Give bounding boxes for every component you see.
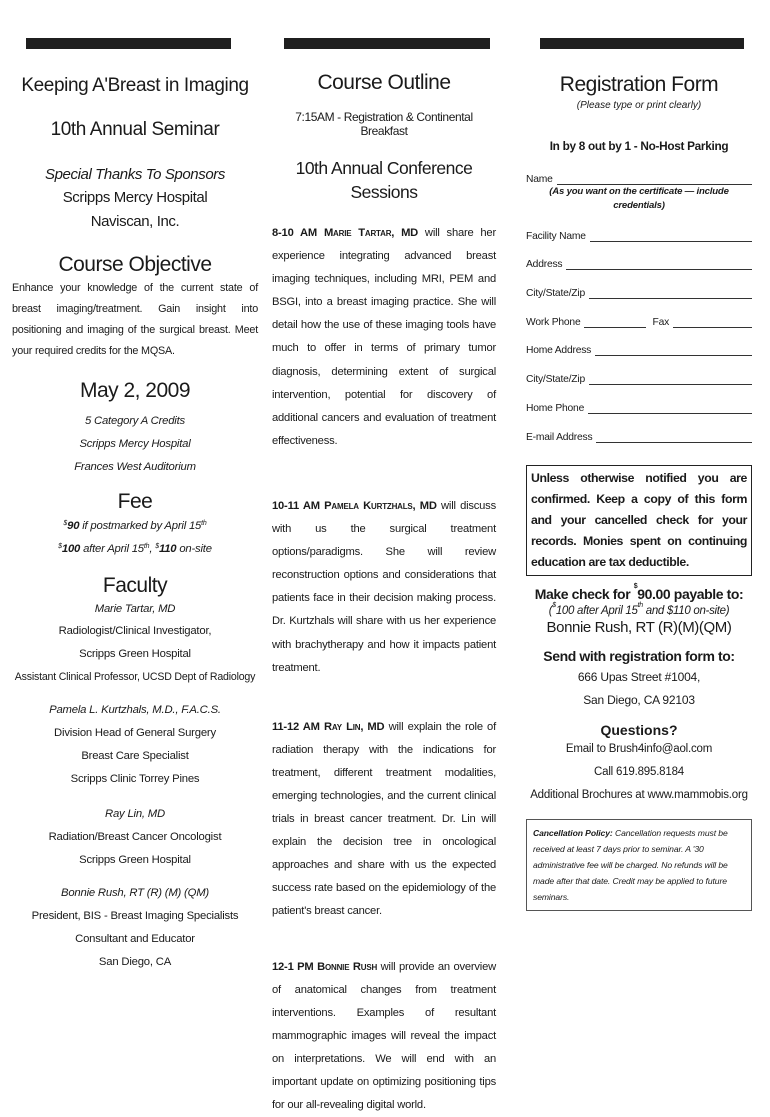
name-field-note: (As you want on the certificate — include credentials): [549, 186, 729, 211]
session-speaker: Pamela Kurtzhals, MD: [324, 499, 437, 512]
faculty-name: Ray Lin, MD: [105, 808, 165, 820]
session-description: will explain the role of radiation therapy with the indications for treatment, different treatment modalities, emerging technologies, and the current clinical trials in breast cancer treatment. Dr. Lin will explain the decision tree in oncological approaches and share with us the expected success rate based on the epidemiology of the patient's breast cancer.: [272, 720, 496, 918]
sponsor-2: Naviscan, Inc.: [90, 213, 180, 230]
registration-time: 7:15AM - Registration & Continental Breakfast: [295, 110, 473, 138]
session-speaker: Marie Tartar, MD: [323, 227, 419, 239]
registration-fields: [526, 165, 752, 443]
faculty-line: Consultant and Educator: [75, 933, 195, 945]
session-speaker: Bonnie Rush: [317, 960, 378, 973]
panel-seminar-info: [12, 62, 258, 974]
faculty-name: Bonnie Rush, RT (R) (M) (QM): [61, 887, 209, 899]
top-bar-right: [540, 38, 744, 49]
payee-name: Bonnie Rush, RT (R)(M)(QM): [546, 618, 732, 636]
contact-phone: Call 619.895.8184: [594, 765, 684, 778]
event-date: May 2, 2009: [79, 379, 191, 402]
faculty-name: Pamela L. Kurtzhals, M.D., F.A.C.S.: [49, 704, 221, 716]
sessions-heading: 10th Annual Conference Sessions: [295, 158, 473, 202]
facility-name-field[interactable]: Facility Name: [526, 213, 752, 242]
faculty-line: Division Head of General Surgery: [54, 727, 216, 739]
session-time: 12-1 PM: [272, 960, 314, 973]
session-description: will provide an overview of anatomical changes from treatment interventions. Examples of resultant mammographic images will reveal the impact on interpretations. We will end with an important update on optimizing positioning tips for our all-revealing digital world.: [272, 960, 496, 1112]
faculty-member: [12, 803, 258, 872]
session-time: 11-12 AM: [272, 720, 320, 733]
faculty-line: President, BIS - Breast Imaging Specialists: [31, 910, 239, 922]
panel-course-outline: [272, 62, 496, 1117]
check-alt-fees: ($100 after April 15th and $110 on-site): [548, 601, 730, 617]
objective-heading: Course Objective: [58, 253, 212, 276]
faculty-line: Radiation/Breast Cancer Oncologist: [48, 831, 222, 843]
form-heading: Registration Form: [559, 73, 719, 96]
session-item: [272, 495, 496, 680]
fee-heading: Fee: [117, 490, 153, 513]
seminar-edition: 10th Annual Seminar: [50, 119, 220, 140]
home-phone-field[interactable]: Home Phone: [526, 385, 752, 414]
session-description: will share her experience integrating advanced breast imaging techniques, including MRI, PEM and BSGI, into a breast imaging practice. She will detail how the use of these imaging tools have much to offer in terms of primary tumor diagnosis, determining extent of surgical intervention, potential for discovery of additional cancers and evaluation of treatment effectiveness.: [272, 227, 496, 447]
check-payable-line: Make check for $90.00 payable to:: [534, 582, 744, 602]
form-subheading: (Please type or print clearly): [576, 100, 702, 111]
sponsor-1: Scripps Mercy Hospital: [62, 189, 208, 206]
faculty-member: [12, 599, 258, 689]
panel-registration-form: [526, 62, 752, 911]
mailing-address-line: 666 Upas Street #1004,: [577, 669, 701, 684]
contact-email: Email to Brush4info@aol.com: [565, 742, 713, 755]
home-address-field[interactable]: Home Address: [526, 328, 752, 357]
objective-text: Enhance your knowledge of the current state of breast imaging/treatment. Gain insight into positioning and imaging of the surgical breast. Meet your required credits for the MQSA.: [12, 282, 258, 357]
send-heading: Send with registration form to:: [543, 647, 735, 664]
session-item: [272, 716, 496, 924]
faculty-line: San Diego, CA: [98, 956, 172, 968]
faculty-member: [12, 699, 258, 791]
event-credits: 5 Category A Credits: [84, 415, 186, 427]
work-phone-fax-field[interactable]: Work Phone Fax: [526, 299, 752, 328]
fee-late: $100 after April 15th, $110 on-site: [58, 543, 212, 555]
session-item: [272, 956, 496, 1117]
fee-early: $90 if postmarked by April 15th: [63, 520, 207, 532]
city-state-zip-field[interactable]: City/State/Zip: [526, 270, 752, 299]
faculty-heading: Faculty: [102, 574, 168, 597]
faculty-line: Scripps Green Hospital: [79, 648, 191, 660]
faculty-line: Scripps Green Hospital: [79, 854, 191, 866]
session-item: [272, 222, 496, 453]
faculty-line: Assistant Clinical Professor, UCSD Dept of Radiology: [14, 671, 256, 683]
parking-info: In by 8 out by 1 - No-Host Parking: [549, 139, 729, 153]
cancellation-policy: Cancellation Policy: Cancellation requests must be received at least 7 days prior to seminar. A '30 administrative fee will be charged. No refunds will be made after that date. Credit may be applied to future seminars.: [526, 819, 752, 911]
seminar-title: Keeping A'Breast in Imaging: [21, 75, 249, 96]
confirmation-notice: Unless otherwise notified you are confirmed. Keep a copy of this form and your cancelled check for your records. Monies spent on continuing education are tax deductible.: [526, 465, 752, 576]
faculty-line: Radiologist/Clinical Investigator,: [58, 625, 212, 637]
top-bar-left: [26, 38, 231, 49]
faculty-line: Breast Care Specialist: [81, 750, 189, 762]
email-field[interactable]: E-mail Address: [526, 414, 752, 443]
name-field[interactable]: Name: [526, 165, 752, 185]
outline-heading: Course Outline: [317, 71, 451, 94]
faculty-name: Marie Tartar, MD: [94, 603, 176, 615]
faculty-line: Scripps Clinic Torrey Pines: [70, 773, 200, 785]
questions-heading: Questions?: [600, 721, 678, 738]
session-time: 10-11 AM: [272, 499, 320, 512]
session-time: 8-10 AM: [272, 227, 318, 239]
event-room: Frances West Auditorium: [74, 461, 196, 473]
mailing-address-line: San Diego, CA 92103: [583, 692, 695, 707]
home-city-state-zip-field[interactable]: City/State/Zip: [526, 356, 752, 385]
session-speaker: Ray Lin, MD: [324, 720, 385, 733]
faculty-member: [12, 882, 258, 974]
top-bar-middle: [284, 38, 490, 49]
address-field[interactable]: Address: [526, 242, 752, 271]
session-description: will discuss with us the surgical treatment options/paradigms. She will review reconstruction options and considerations that patients face in their decision making process. Dr. Kurtzhals will share with us her experience with brachytherapy and how it impacts patient treatment.: [272, 499, 496, 674]
brochures-link: Additional Brochures at www.mammobis.org: [530, 788, 748, 801]
sponsors-thanks: Special Thanks To Sponsors: [45, 166, 225, 183]
event-venue: Scripps Mercy Hospital: [79, 438, 191, 450]
